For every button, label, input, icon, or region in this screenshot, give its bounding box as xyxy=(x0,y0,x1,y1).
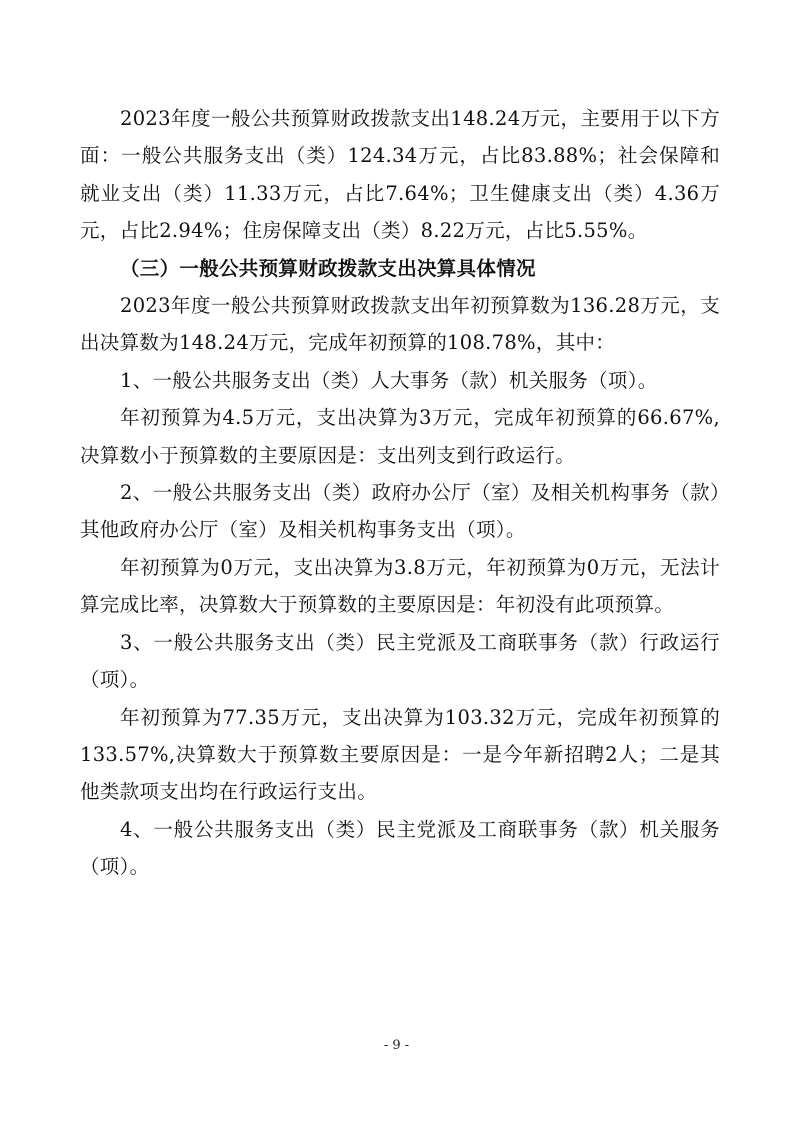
paragraph-item-3-title: 3、一般公共服务支出（类）民主党派及工商联事务（款）行政运行（项）。 xyxy=(80,630,720,692)
paragraph-item-1-title: 1、一般公共服务支出（类）人大事务（款）机关服务（项）。 xyxy=(120,368,658,392)
paragraph-item-3-detail: 年初预算为77.35万元，支出决算为103.32万元，完成年初预算的133.57%,决算数大于预算数主要原因是：一是今年新招聘2人；二是其他类款项支出均在行政运行支出。 xyxy=(80,705,720,804)
page-number: - 9 - xyxy=(383,1038,410,1053)
paragraph-item-2-title: 2、一般公共服务支出（类）政府办公厅（室）及相关机构事务（款）其他政府办公厅（室）及相关机构事务支出（项）。 xyxy=(80,481,720,542)
document-body xyxy=(80,100,720,886)
paragraph-item-2-detail: 年初预算为0万元，支出决算为3.8万元，年初预算为0万元，无法计算完成比率，决算数大于预算数的主要原因是：年初没有此项预算。 xyxy=(80,555,720,617)
paragraph-expenditure-summary: 2023年度一般公共预算财政拨款支出148.24万元，主要用于以下方面：一般公共服务支出（类）124.34万元，占比83.88%；社会保障和就业支出（类）11.33万元，占比7.64%；卫生健康支出（类）4.36万元，占比2.94%；住房保障支出（类）8.22万元，占比5.55%。 xyxy=(80,107,720,243)
paragraph-item-1-detail: 年初预算为4.5万元，支出决算为3万元，完成年初预算的66.67%,决算数小于预算数的主要原因是：支出列支到行政运行。 xyxy=(80,406,720,467)
paragraph-budget-overview: 2023年度一般公共预算财政拨款支出年初预算数为136.28万元，支出决算数为148.24万元，完成年初预算的108.78%，其中： xyxy=(80,294,720,355)
section-heading: （三）一般公共预算财政拨款支出决算具体情况 xyxy=(120,256,536,280)
paragraph-item-4-title: 4、一般公共服务支出（类）民主党派及工商联事务（款）机关服务（项）。 xyxy=(80,817,720,879)
